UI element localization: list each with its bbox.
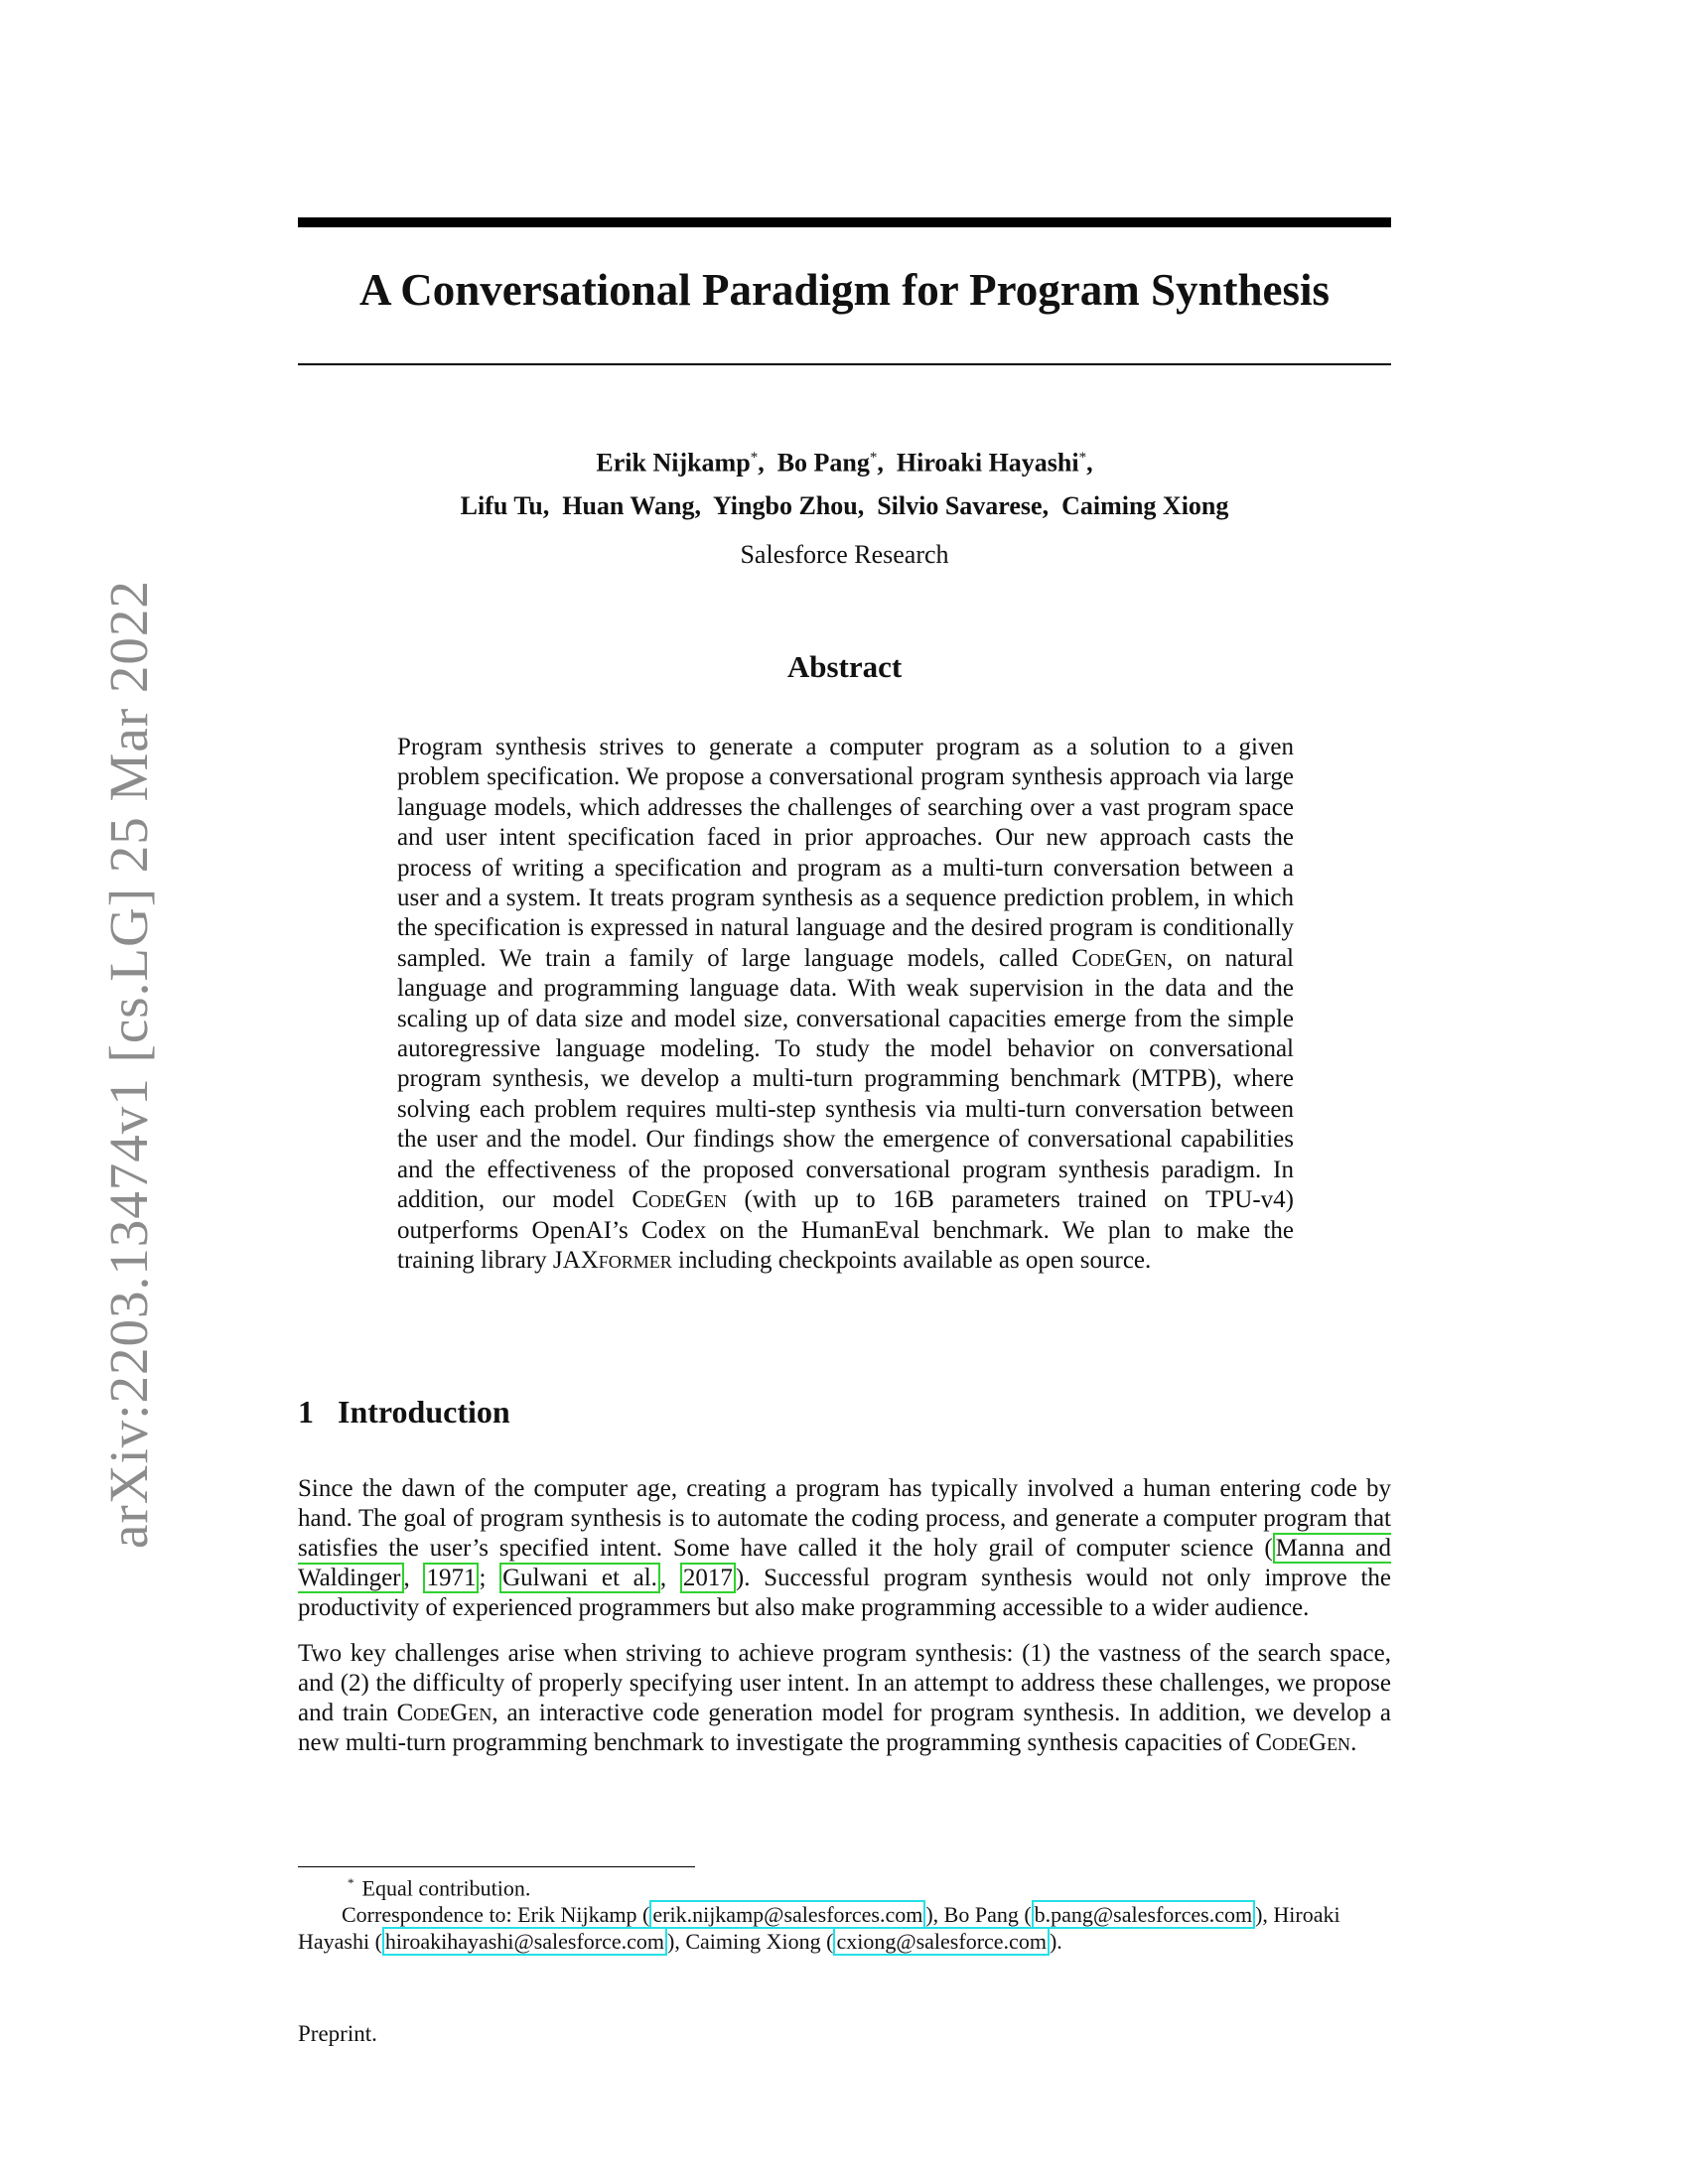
footnote-correspondence — [298, 1901, 1391, 1955]
codegen-name: CodeGen — [396, 1700, 492, 1726]
section-title: Introduction — [338, 1394, 510, 1430]
author-name: Caiming Xiong — [1061, 490, 1229, 520]
citation-link[interactable]: 1971 — [423, 1563, 479, 1593]
abstract-heading: Abstract — [786, 649, 903, 684]
footnote-text: ), Bo Pang ( — [925, 1902, 1032, 1928]
introduction-body — [298, 1474, 1391, 1774]
footnote-mark: * — [348, 1875, 354, 1890]
intro-text: Two key challenges arise when striving to achieve program synthesis: (1) the vastness of the search space, and (2) the difficulty of properly specifying user intent. In an attempt to address these challenges, we propose and train — [298, 1640, 1391, 1726]
paper-title: A Conversational Paradigm for Program Synthesis — [358, 265, 1331, 315]
author-list — [298, 437, 1391, 527]
intro-text: ). Successful program synthesis would not only improve the productivity of experienced programmers but also make programming accessible to a wider audience. — [298, 1565, 1392, 1621]
title-rule-top — [298, 217, 1391, 227]
jaxformer-suffix: former — [598, 1246, 672, 1274]
intro-paragraph-1: Since the dawn of the computer age, creating a program has typically involved a human entering code by hand. The goal of program synthesis is to automate the coding process, and generate a computer program that satisfies the user’s specified intent. Some have called it the holy grail of computer science ( Manna and Waldinger , 1971 ; Gulwani et al. , 2017 ). Successful program synthesis would not only improve the productivity of experienced programmers but also make programming accessible to a wider audience. — [298, 1475, 1392, 1621]
footnote-text: Equal contribution. — [361, 1875, 531, 1901]
footnote-equal-contribution — [298, 1869, 1391, 1901]
author-name: Hiroaki Hayashi — [896, 448, 1079, 478]
abstract-text: (with up to 16B parameters trained on TPU-v4) outperforms OpenAI’s Codex on the HumanEval benchmark. We plan to make the training library — [397, 1186, 1295, 1274]
intro-text: , an interactive code generation model for program synthesis. In addition, we develop a new multi-turn programming benchmark to investigate the programming synthesis capacities of — [298, 1700, 1392, 1756]
footnote-text: ). — [1049, 1929, 1062, 1955]
author-name: Silvio Savarese — [877, 490, 1043, 520]
equal-contribution-mark: * — [869, 450, 878, 466]
email-link[interactable]: cxiong@salesforce.com — [833, 1927, 1049, 1956]
arxiv-identifier: arXiv:2203.13474v1 [cs.LG] 25 Mar 2022 — [98, 580, 159, 1549]
citation-link[interactable]: Manna and Waldinger — [298, 1535, 1391, 1591]
email-link[interactable]: erik.nijkamp@salesforces.com — [649, 1900, 925, 1929]
intro-text: Since the dawn of the computer age, creating a program has typically involved a human entering code by hand. The goal of program synthesis is to automate the coding process, and generate a computer program that satisfies the user’s specified intent. Some have called it the holy grail of computer science ( — [298, 1475, 1391, 1562]
citation-link[interactable]: Gulwani et al. — [499, 1563, 660, 1593]
intro-text: . — [1350, 1729, 1357, 1756]
footnote-text: ), Caiming Xiong ( — [667, 1929, 834, 1955]
preprint-label: Preprint. — [298, 2021, 377, 2046]
section-heading-introduction — [298, 1394, 510, 1431]
author-name: Lifu Tu — [460, 490, 543, 520]
author-line-1: Erik Nijkamp*, Bo Pang*, Hiroaki Hayashi*, — [596, 448, 1093, 478]
jaxformer-prefix: JAX — [552, 1246, 599, 1274]
footnote-text: ), Hiroaki Hayashi ( — [298, 1902, 1340, 1955]
section-number: 1 — [298, 1394, 314, 1430]
author-line-2: Lifu Tu, Huan Wang, Yingbo Zhou, Silvio Savarese, Caiming Xiong — [460, 490, 1229, 520]
email-link[interactable]: b.pang@salesforces.com — [1032, 1900, 1255, 1929]
footnote-rule — [298, 1866, 695, 1867]
email-link[interactable]: hiroakihayashi@salesforce.com — [382, 1927, 667, 1956]
intro-paragraph-2 — [298, 1639, 1391, 1758]
equal-contribution-mark: * — [750, 450, 759, 466]
abstract-text: including checkpoints available as open source. — [678, 1246, 1152, 1274]
equal-contribution-mark: * — [1078, 450, 1087, 466]
citation-link[interactable]: 2017 — [680, 1563, 736, 1593]
title-rule-bottom — [298, 363, 1391, 365]
codegen-name: CodeGen — [632, 1186, 728, 1214]
footnote-text: Correspondence to: Erik Nijkamp ( — [342, 1902, 650, 1928]
affiliation: Salesforce Research — [740, 540, 949, 569]
abstract-text: Program synthesis strives to generate a computer program as a solution to a given problem specification. We propose a conversational program synthesis approach via large language models, which addresses the challenges of searching over a vast program space and user intent specification faced in prior approaches. Our new approach casts the process of writing a specification and program as a multi-turn conversation between a user and a system. It treats program synthesis as a sequence prediction problem, in which the specification is expressed in natural language and the desired program is conditionally sampled. We train a family of large language models, called — [397, 734, 1294, 972]
author-name: Yingbo Zhou — [713, 490, 858, 520]
jaxformer-name — [553, 1247, 672, 1274]
author-name: Erik Nijkamp — [596, 448, 751, 478]
codegen-name: CodeGen — [1071, 944, 1168, 972]
author-name: Huan Wang — [562, 490, 695, 520]
author-name: Bo Pang — [776, 448, 870, 478]
abstract-body — [397, 733, 1294, 1276]
abstract-text: , on natural language and programming language data. With weak supervision in the data and the scaling up of data size and model size, conversational capacities emerge from the simple autoregressive language modeling. To study the model behavior on conversational program synthesis, we develop a multi-turn programming benchmark (MTPB), where solving each problem requires multi-step synthesis via multi-turn conversation between the user and the model. Our findings show the emergence of conversational capabilities and the effectiveness of the proposed conversational program synthesis paradigm. In addition, our model — [397, 944, 1294, 1214]
codegen-name: CodeGen — [1255, 1729, 1351, 1756]
footnote — [298, 1869, 1391, 1955]
